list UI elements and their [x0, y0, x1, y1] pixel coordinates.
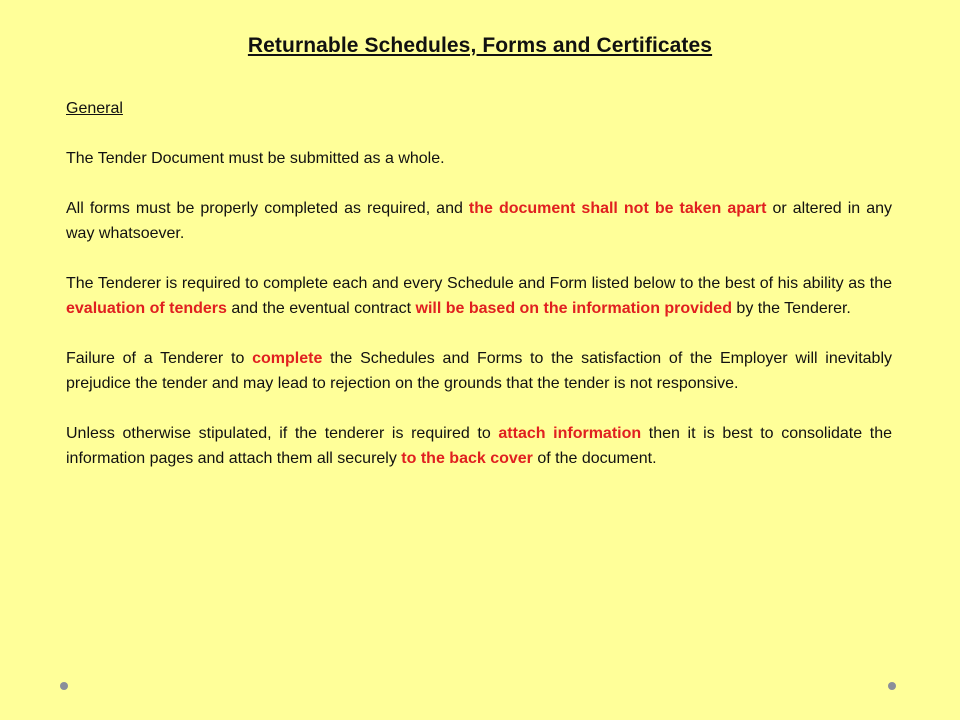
text-run: or altered in any way whatsoever. — [66, 200, 893, 242]
section-heading: General — [66, 100, 123, 117]
body-content — [66, 96, 892, 496]
text-run: Unless otherwise stipulated, if the tenderer is required to — [66, 425, 499, 442]
text-run: and the eventual contract — [226, 300, 416, 317]
paragraph-4 — [66, 346, 892, 396]
highlighted-text: attach information — [498, 425, 642, 442]
highlighted-text: complete — [252, 350, 323, 367]
highlighted-text: to the back cover — [401, 450, 533, 467]
highlighted-text: evaluation of tenders — [66, 300, 227, 317]
text-run: All forms must be properly completed as required, and — [66, 200, 469, 217]
text-run: The Tenderer is required to complete each and every Schedule and Form listed below to the best of his ability as the — [66, 275, 892, 292]
text-run: of the document. — [532, 450, 657, 467]
highlighted-text: the document shall not be taken apart — [468, 200, 767, 217]
paragraph-5 — [66, 421, 892, 471]
text-run: by the Tenderer. — [731, 300, 851, 317]
paragraph-3 — [66, 271, 892, 321]
bullet-dot-icon — [888, 682, 896, 690]
text-run: The Tender Document must be submitted as a whole. — [66, 150, 445, 167]
text-run: Failure of a Tenderer to — [66, 350, 253, 367]
highlighted-text: will be based on the information provided — [415, 300, 732, 317]
page-title: Returnable Schedules, Forms and Certificates — [247, 34, 713, 57]
paragraph-2 — [66, 196, 892, 246]
paragraph-1 — [66, 146, 892, 171]
text-run: the Schedules and Forms to the satisfaction of the Employer will inevitably prejudice the tender and may lead to rejection on the grounds that the tender is not responsive. — [66, 350, 893, 392]
bullet-dot-icon — [60, 682, 68, 690]
text-run: then it is best to consolidate the information pages and attach them all securely — [66, 425, 893, 467]
